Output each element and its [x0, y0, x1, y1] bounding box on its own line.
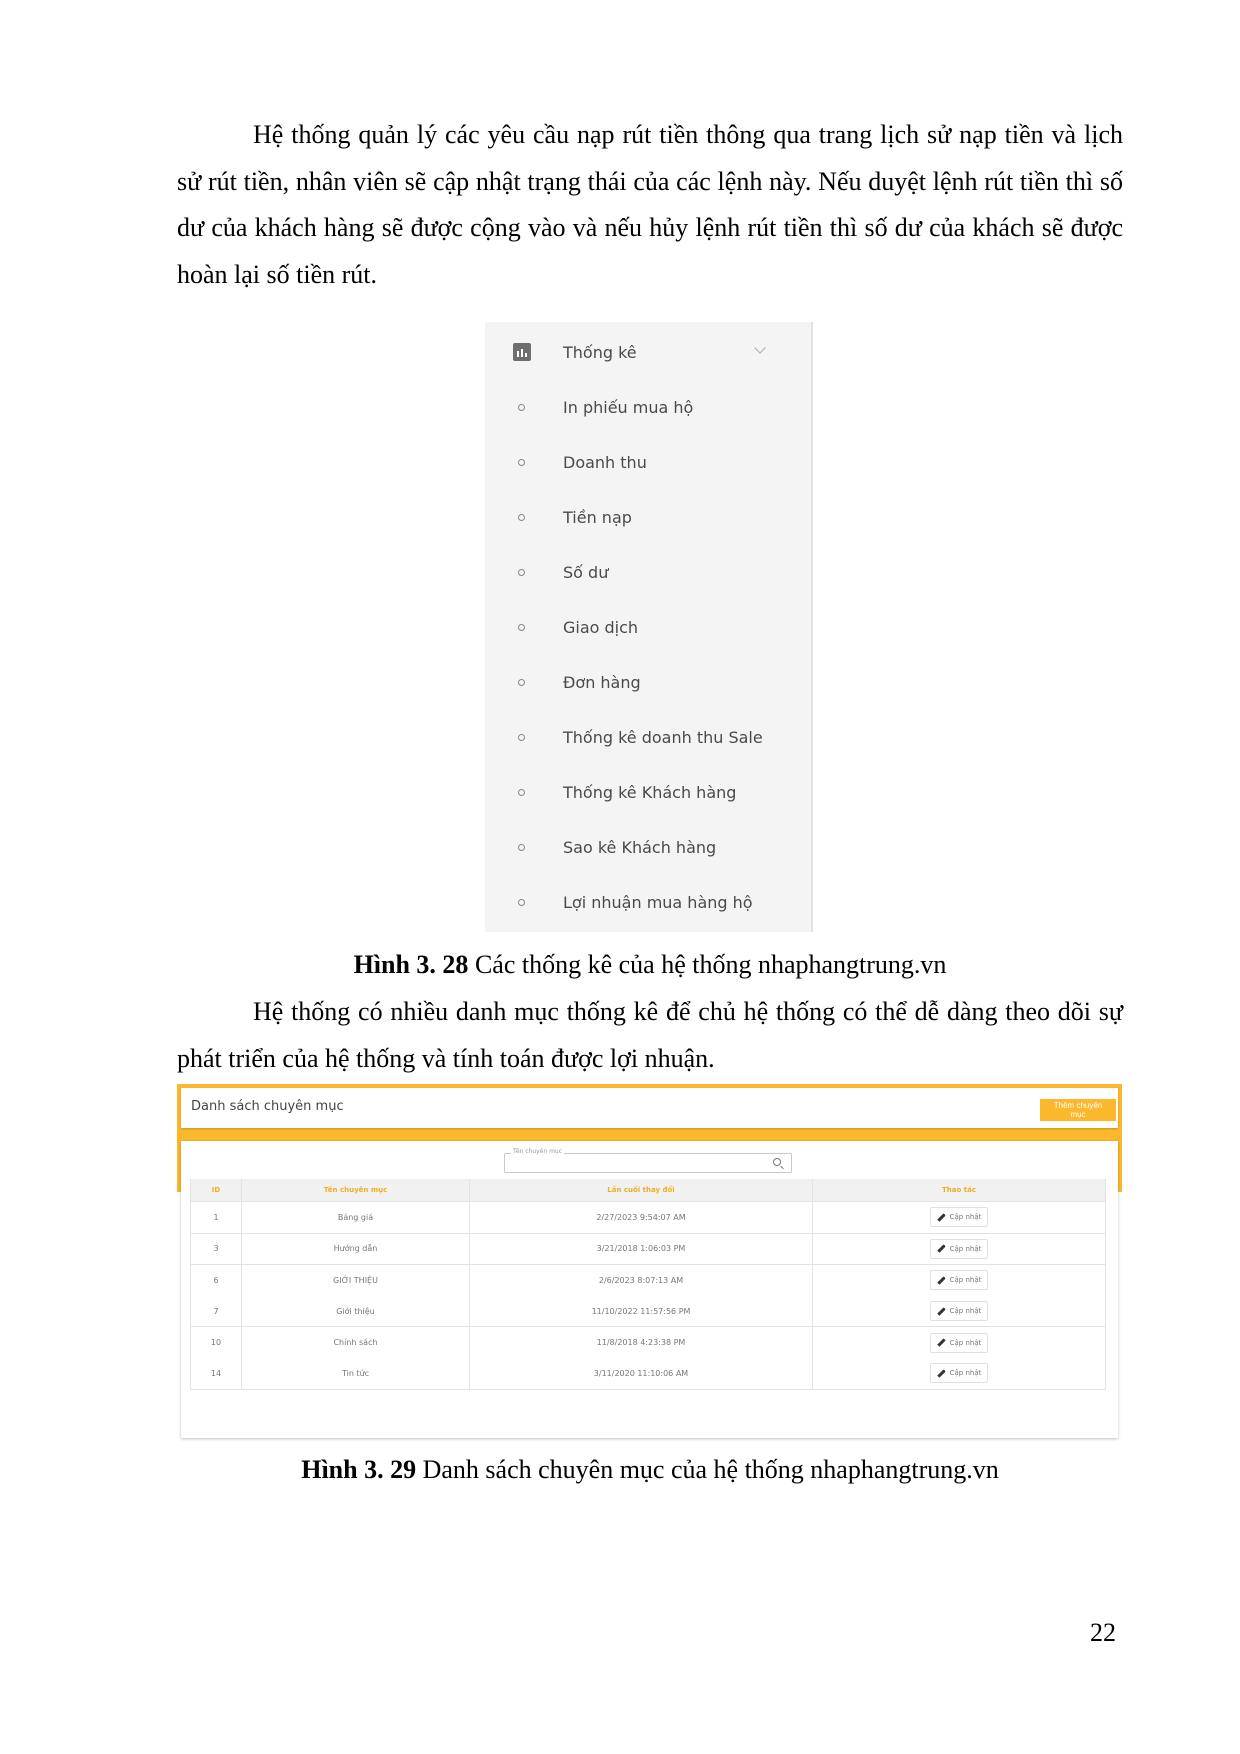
chevron-down-icon[interactable] — [754, 342, 765, 353]
update-button[interactable] — [930, 1207, 989, 1227]
category-list-screenshot — [177, 1084, 1122, 1439]
menu-item[interactable] — [485, 662, 811, 702]
menu-item-label: Lợi nhuận mua hàng hộ — [563, 892, 753, 912]
circle-icon — [518, 624, 525, 631]
cell-actions — [813, 1327, 1106, 1358]
cell-name: GIỚI THIỆU — [242, 1265, 470, 1296]
category-table — [190, 1179, 1106, 1390]
cell-modified: 3/11/2020 11:10:06 AM — [470, 1358, 813, 1389]
search-label: Tên chuyên mục — [513, 1148, 563, 1155]
add-category-button[interactable]: Thêm chuyên mục — [1040, 1099, 1116, 1121]
figure-caption-3-29 — [177, 1455, 1123, 1485]
paragraph-text: Hệ thống có nhiều danh mục thống kê để chủ hệ thống có thể dễ dàng theo dõi sự phát triển của hệ thống và tính toán được lợi nhuận. — [177, 997, 1123, 1073]
cell-name: Hướng dẫn — [242, 1233, 470, 1265]
column-header-name: Tên chuyên mục — [242, 1179, 470, 1202]
update-button[interactable] — [930, 1270, 989, 1290]
circle-icon — [518, 569, 525, 576]
update-label: Cập nhật — [949, 1276, 982, 1285]
pencil-icon — [937, 1338, 945, 1346]
circle-icon — [518, 899, 525, 906]
circle-icon — [518, 734, 525, 741]
menu-item-label: Số dư — [563, 562, 609, 582]
cell-id: 6 — [191, 1265, 242, 1296]
pencil-icon — [937, 1369, 945, 1377]
cell-name: Tin tức — [242, 1358, 470, 1389]
update-button[interactable] — [930, 1301, 989, 1321]
pencil-icon — [937, 1307, 945, 1315]
caption-text: Các thống kê của hệ thống nhaphangtrung.vn — [468, 950, 947, 979]
search-icon[interactable] — [773, 1158, 781, 1166]
menu-item-label: Giao dịch — [563, 617, 639, 637]
cell-actions — [813, 1233, 1106, 1265]
circle-icon — [518, 459, 525, 466]
cell-actions — [813, 1202, 1106, 1234]
column-header-modified: Lần cuối thay đổi — [470, 1179, 813, 1202]
cell-id: 1 — [191, 1202, 242, 1234]
cell-modified: 3/21/2018 1:06:03 PM — [470, 1233, 813, 1265]
update-button[interactable] — [930, 1333, 989, 1353]
cell-actions — [813, 1265, 1106, 1296]
paragraph-text: Hệ thống quản lý các yêu cầu nạp rút tiền thông qua trang lịch sử nạp tiền và lịch sử rút tiền, nhân viên sẽ cập nhật trạng thái của các lệnh này. Nếu duyệt lệnh rút tiền thì số dư của khách hàng sẽ được cộng vào và nếu hủy lệnh rút tiền thì số dư của khách sẽ được hoàn lại số tiền rút. — [177, 120, 1123, 289]
figure-caption-3-28 — [177, 950, 1123, 980]
menu-header-statistics[interactable] — [485, 332, 811, 372]
bar-chart-icon — [513, 343, 531, 361]
menu-item[interactable] — [485, 882, 811, 922]
update-label: Cập nhật — [949, 1369, 982, 1378]
table-row — [191, 1265, 1106, 1296]
menu-item[interactable] — [485, 827, 811, 867]
update-button[interactable] — [930, 1239, 989, 1259]
statistics-menu-screenshot — [485, 322, 813, 932]
caption-number: Hình 3. 28 — [353, 950, 469, 979]
circle-icon — [518, 404, 525, 411]
menu-item-label: Sao kê Khách hàng — [563, 837, 717, 857]
menu-item[interactable] — [485, 607, 811, 647]
menu-item-label: Đơn hàng — [563, 672, 641, 692]
menu-item-label: Doanh thu — [563, 452, 647, 472]
table-row — [191, 1202, 1106, 1234]
cell-modified: 2/6/2023 8:07:13 AM — [470, 1265, 813, 1296]
cell-id: 14 — [191, 1358, 242, 1389]
table-header-row — [191, 1179, 1106, 1202]
menu-item-label: Tiền nạp — [563, 507, 632, 527]
cell-modified: 2/27/2023 9:54:07 AM — [470, 1202, 813, 1234]
cell-actions — [813, 1358, 1106, 1389]
page-title: Danh sách chuyên mục — [191, 1099, 344, 1114]
pencil-icon — [937, 1213, 945, 1221]
table-row — [191, 1327, 1106, 1358]
cell-id: 3 — [191, 1233, 242, 1265]
cell-modified: 11/8/2018 4:23:38 PM — [470, 1327, 813, 1358]
cell-actions — [813, 1296, 1106, 1327]
table-row — [191, 1233, 1106, 1265]
cell-id: 10 — [191, 1327, 242, 1358]
circle-icon — [518, 789, 525, 796]
menu-header-label: Thống kê — [563, 342, 637, 362]
column-header-id: ID — [191, 1179, 242, 1202]
card-header — [181, 1088, 1118, 1128]
table-row — [191, 1296, 1106, 1327]
circle-icon — [518, 844, 525, 851]
menu-item[interactable] — [485, 552, 811, 592]
cell-name: Bảng giá — [242, 1202, 470, 1234]
update-label: Cập nhật — [949, 1244, 982, 1253]
body-paragraph-1 — [177, 112, 1123, 298]
update-label: Cập nhật — [949, 1338, 982, 1347]
table-row — [191, 1358, 1106, 1389]
pencil-icon — [937, 1276, 945, 1284]
cell-name: Chính sách — [242, 1327, 470, 1358]
menu-item[interactable] — [485, 442, 811, 482]
card-body — [181, 1141, 1118, 1438]
circle-icon — [518, 679, 525, 686]
update-label: Cập nhật — [949, 1307, 982, 1316]
category-search-input[interactable] — [504, 1148, 792, 1173]
menu-item-label: Thống kê Khách hàng — [563, 782, 737, 802]
menu-item[interactable] — [485, 717, 811, 757]
menu-item[interactable] — [485, 387, 811, 427]
menu-item-label: Thống kê doanh thu Sale — [563, 727, 763, 747]
cell-modified: 11/10/2022 11:57:56 PM — [470, 1296, 813, 1327]
update-label: Cập nhật — [949, 1213, 982, 1222]
column-header-actions: Thao tác — [813, 1179, 1106, 1202]
pencil-icon — [937, 1245, 945, 1253]
menu-item[interactable] — [485, 772, 811, 812]
cell-name: Giới thiệu — [242, 1296, 470, 1327]
body-paragraph-2 — [177, 989, 1123, 1082]
menu-item-label: In phiếu mua hộ — [563, 397, 694, 417]
menu-item[interactable] — [485, 497, 811, 537]
caption-text: Danh sách chuyên mục của hệ thống nhaphangtrung.vn — [416, 1455, 999, 1484]
update-button[interactable] — [930, 1363, 989, 1383]
circle-icon — [518, 514, 525, 521]
caption-number: Hình 3. 29 — [301, 1455, 417, 1484]
page-number: 22 — [1090, 1618, 1116, 1647]
cell-id: 7 — [191, 1296, 242, 1327]
